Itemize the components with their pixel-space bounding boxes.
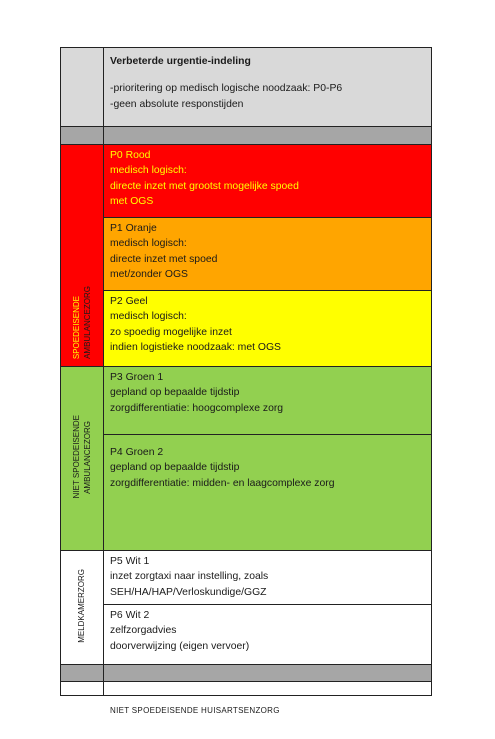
footer-cell bbox=[104, 681, 431, 715]
p1-line-4: met/zonder OGS bbox=[110, 268, 188, 280]
p2-line-2: medisch logisch: bbox=[110, 311, 187, 323]
group-meldkamer-text: MELDKAMERZORG bbox=[77, 569, 86, 643]
p5-line-3: SEH/HA/HAP/Verloskundige/GGZ bbox=[110, 586, 267, 598]
header-cell bbox=[104, 48, 431, 126]
separator-left bbox=[61, 126, 104, 144]
group-spoed-text-1: SPOEDEISENDE bbox=[71, 295, 81, 359]
p6-line-2: zelfzorgadvies bbox=[110, 625, 177, 637]
priority-p1 bbox=[104, 217, 431, 290]
p2-line-3: zo spoedig mogelijke inzet bbox=[110, 326, 232, 338]
footer-left-cell bbox=[61, 681, 104, 695]
p1-line-1: P1 Oranje bbox=[110, 223, 157, 234]
header-line-1: -prioritering op medisch logische noodzaak: P0-P6 bbox=[110, 83, 343, 95]
header-left-cell bbox=[61, 48, 104, 126]
priority-p6 bbox=[104, 604, 431, 664]
group-label-meldkamer bbox=[61, 550, 104, 664]
priority-p3 bbox=[104, 366, 431, 434]
p3-line-2: gepland op bepaalde tijdstip bbox=[110, 387, 240, 399]
footer-label: NIET SPOEDEISENDE HUISARTSENZORG bbox=[110, 706, 280, 715]
p0-line-2: medisch logisch: bbox=[110, 165, 187, 177]
group-spoed-text-2: AMBULANCEZORG bbox=[82, 286, 92, 359]
header-line-2: -geen absolute responstijden bbox=[110, 98, 244, 110]
separator2-right bbox=[104, 664, 431, 681]
p6-line-3: doorverwijzing (eigen vervoer) bbox=[110, 640, 250, 652]
p5-line-1: P5 Wit 1 bbox=[110, 556, 150, 567]
p3-line-1: P3 Groen 1 bbox=[110, 372, 164, 383]
p3-line-3: zorgdifferentiatie: hoogcomplexe zorg bbox=[110, 402, 284, 414]
separator-right bbox=[104, 126, 431, 144]
p0-line-1: P0 Rood bbox=[110, 150, 151, 161]
p4-line-1: P4 Groen 2 bbox=[110, 447, 164, 458]
urgency-table bbox=[60, 47, 432, 715]
group-niet-spoed-text-1: NIET SPOEDEISENDE bbox=[71, 415, 81, 499]
p0-line-3: directe inzet met grootst mogelijke spoed bbox=[110, 180, 299, 192]
priority-p2 bbox=[104, 290, 431, 366]
group-label-spoedeisende bbox=[61, 144, 104, 366]
p1-line-2: medisch logisch: bbox=[110, 238, 187, 250]
p4-line-3: zorgdifferentiatie: midden- en laagcomplexe zorg bbox=[110, 477, 335, 489]
group-niet-spoed-text-2: AMBULANCEZORG bbox=[82, 420, 92, 494]
table-title: Verbeterde urgentie-indeling bbox=[110, 56, 251, 67]
p1-line-3: directe inzet met spoed bbox=[110, 253, 218, 265]
p4-line-2: gepland op bepaalde tijdstip bbox=[110, 462, 240, 474]
separator2-left bbox=[61, 664, 104, 681]
p2-line-1: P2 Geel bbox=[110, 296, 148, 307]
priority-p5 bbox=[104, 550, 431, 604]
p0-line-4: met OGS bbox=[110, 195, 154, 207]
priority-p0 bbox=[104, 144, 431, 217]
p2-line-4: indien logistieke noodzaak: met OGS bbox=[110, 341, 281, 353]
group-label-niet-spoedeisende bbox=[61, 366, 104, 550]
priority-p4 bbox=[104, 434, 431, 550]
p5-line-2: inzet zorgtaxi naar instelling, zoals bbox=[110, 571, 269, 583]
p6-line-1: P6 Wit 2 bbox=[110, 610, 150, 621]
